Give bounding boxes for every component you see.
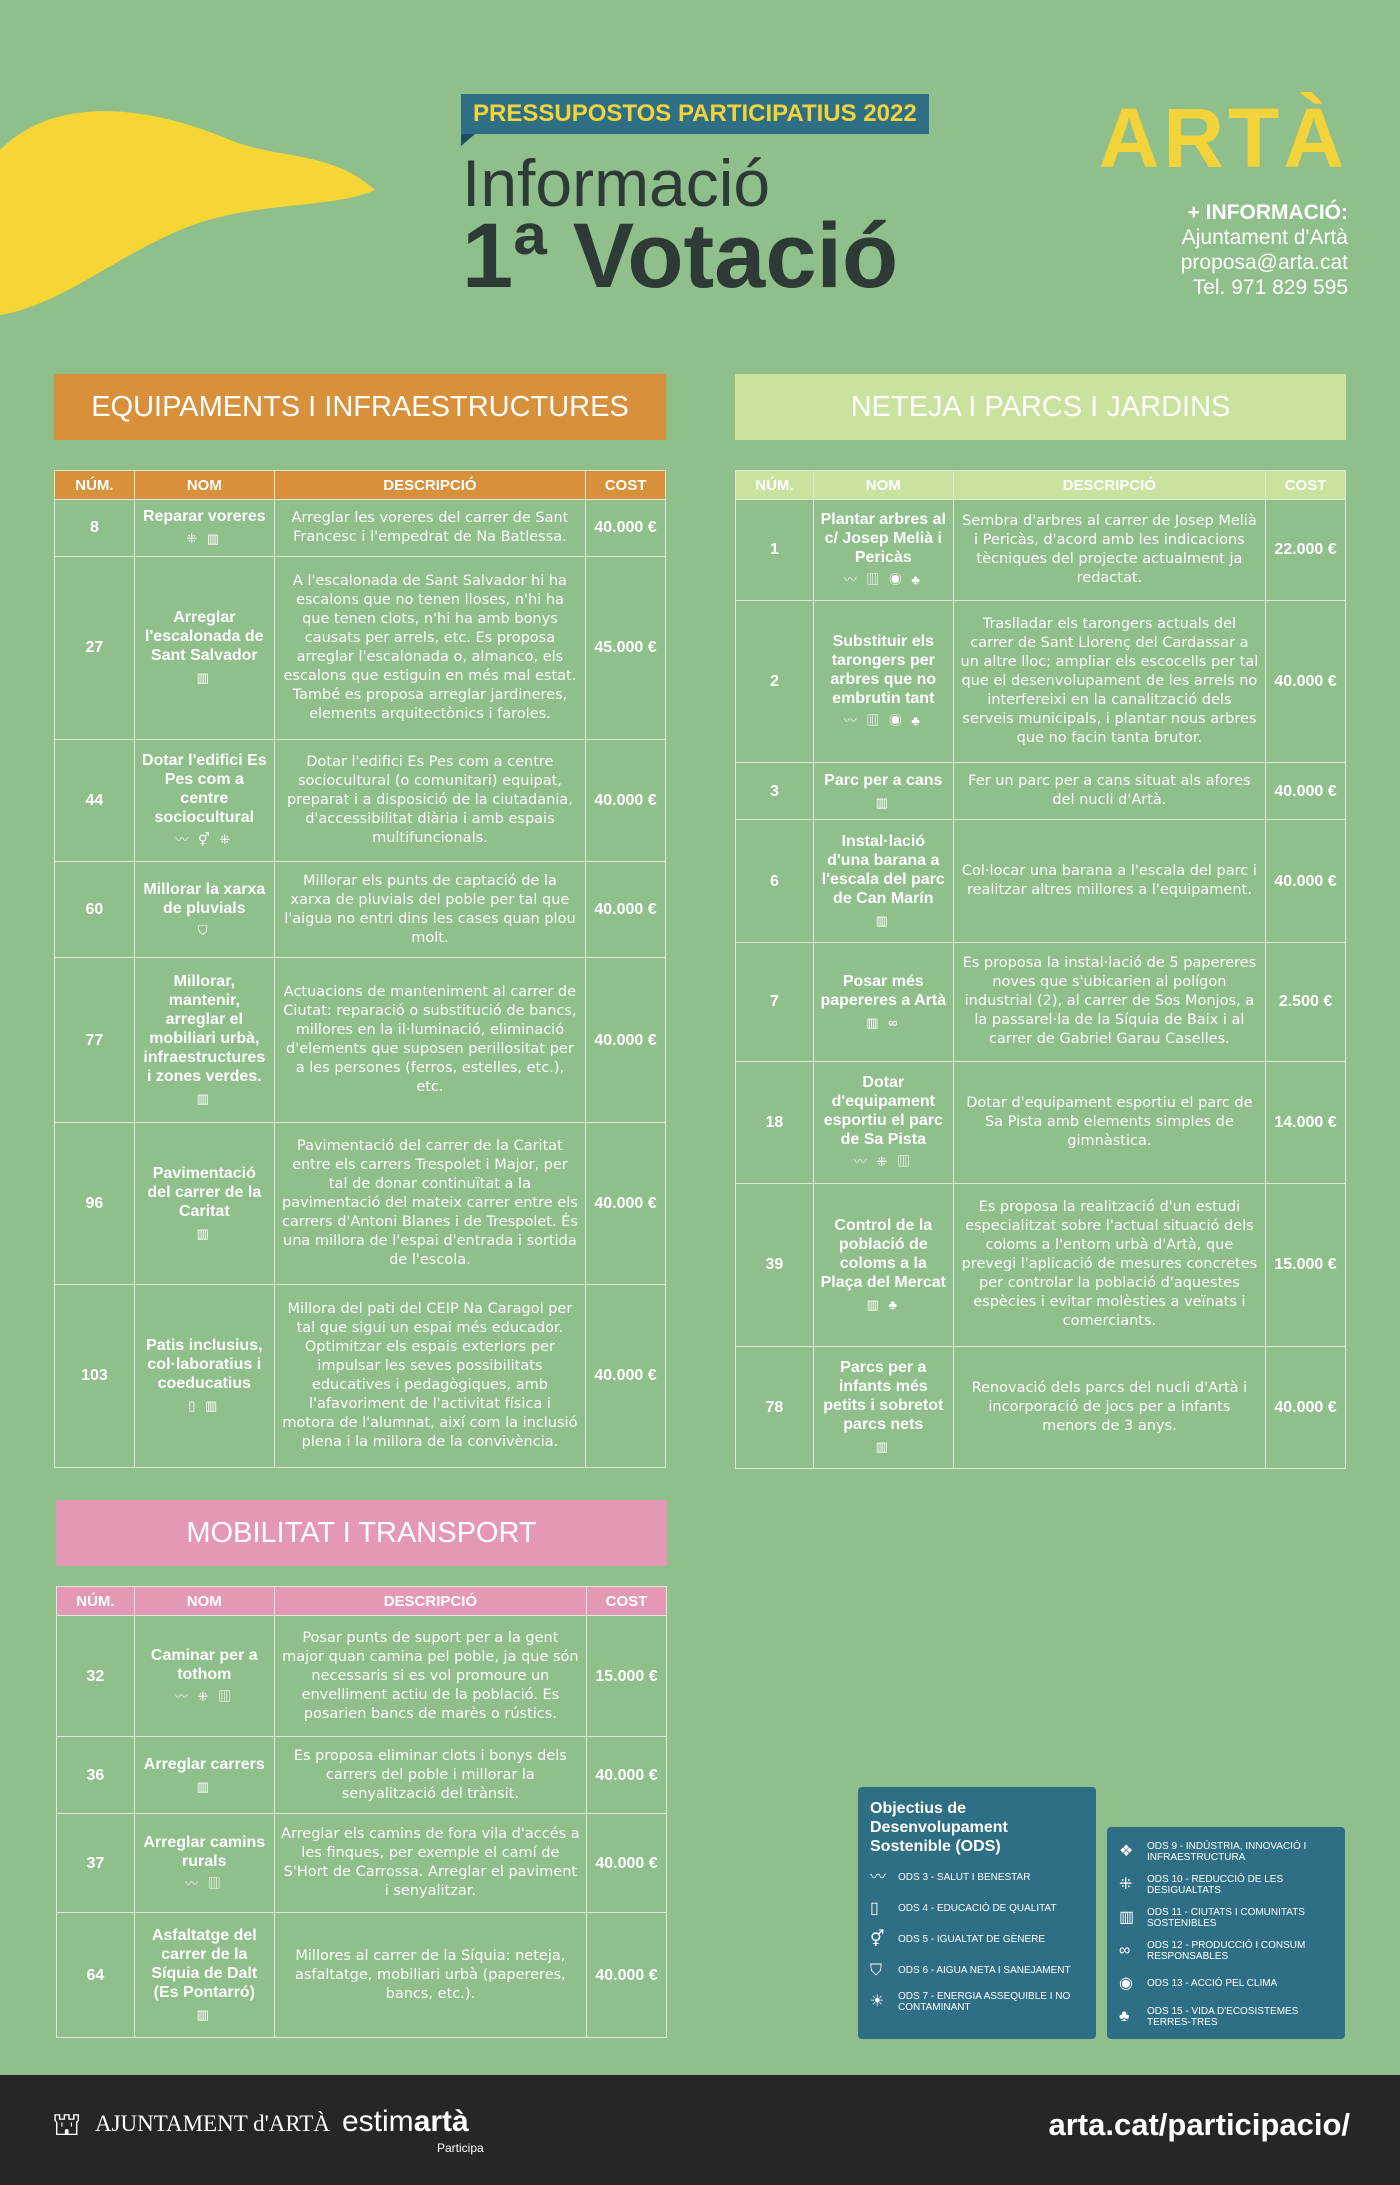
proposal-name-cell xyxy=(134,556,274,739)
ods-icons: ▥ xyxy=(875,1439,891,1455)
ods-icon: 〰 xyxy=(870,1869,887,1886)
col-header-nom: NOM xyxy=(134,471,274,500)
ods-icon: ▯ xyxy=(870,1900,879,1917)
more-info-label: + INFORMACIÓ: xyxy=(1187,201,1348,224)
proposal-cost: 40.000 € xyxy=(1266,1346,1346,1468)
proposal-number: 2 xyxy=(736,600,814,762)
proposal-cost: 40.000 € xyxy=(586,958,666,1123)
ods-label: ODS 5 - IGUALTAT DE GÈNERE xyxy=(898,1934,1046,1945)
proposal-cost: 40.000 € xyxy=(586,1284,666,1467)
proposal-cost: 40.000 € xyxy=(586,1123,666,1285)
proposal-name: Dotar d'equipament esportiu el parc de Sa Pista xyxy=(823,1074,943,1149)
col-header-desc: DESCRIPCIÓ xyxy=(274,1587,586,1616)
proposal-description: Sembra d'arbres al carrer de Josep Melià i Pericàs, d'acord amb les indicacions tècniques del projecte actualment ja redactat. xyxy=(953,500,1265,601)
proposal-name: Control de la població de coloms a la Plaça del Mercat xyxy=(820,1216,946,1291)
ods-icons: 〰 ▥ ◉ ♣ xyxy=(843,572,923,588)
org-name: Ajuntament d'Artà xyxy=(1181,226,1348,249)
proposal-name: Asfaltatge del carrer de la Síquia de Dalt (Es Pontarró) xyxy=(151,1927,258,2002)
ods-label: ODS 4 - EDUCACIÓ DE QUALITAT xyxy=(898,1903,1057,1914)
table-row xyxy=(55,1123,666,1285)
proposal-cost: 14.000 € xyxy=(1266,1061,1346,1183)
ods-icons: ⁜ ▥ xyxy=(186,531,223,547)
proposal-cost: 40.000 € xyxy=(1266,600,1346,762)
proposal-name: Substituir els tarongers per arbres que no embrutin tant xyxy=(830,633,937,708)
footer-bar xyxy=(0,2075,1400,2185)
proposal-cost: 40.000 € xyxy=(1266,763,1346,820)
proposal-description: A l'escalonada de Sant Salvador hi ha escalons que no tenen lloses, n'hi ha que tenen clots, n'hi ha amb bonys causats per arrels, etc. Es proposa arreglar l'escalonada o, almanco, els escalons que estiguin en més mal estat. També es proposa arreglar jardineres, elements arquitectònics i faroles. xyxy=(274,556,585,739)
proposal-name: Arreglar l'escalonada de Sant Salvador xyxy=(145,609,264,665)
estim-text: estim xyxy=(342,2105,414,2138)
proposal-number: 96 xyxy=(55,1123,135,1285)
proposal-description: Posar punts de suport per a la gent major quan camina pel poble, ja que són necessaris si es vol promoure un envelliment actiu de la població. Es posarien bancs de marès o rústics. xyxy=(274,1616,586,1737)
estimarta-logo[interactable] xyxy=(342,2105,469,2139)
ods-label: ODS 15 - VIDA D'ECOSISTEMES TERRES-TRES xyxy=(1147,2005,1299,2028)
ods-legend-left xyxy=(858,1787,1096,2039)
proposal-cost: 15.000 € xyxy=(1266,1184,1346,1346)
ods-icon: ▥ xyxy=(1119,1909,1135,1926)
proposal-number: 60 xyxy=(55,861,135,958)
proposal-name-cell xyxy=(134,1123,274,1285)
ods-icons: 〰 ▥ ◉ ♣ xyxy=(843,713,923,729)
table-row xyxy=(55,556,666,739)
ods-icons: 〰 ⚥ ⁜ xyxy=(175,832,234,848)
ods-legend-item xyxy=(1107,2000,1345,2033)
table-row xyxy=(736,600,1346,762)
proposal-name-cell xyxy=(134,1814,274,1913)
participa-label: Participa xyxy=(437,2141,484,2155)
proposal-name-cell xyxy=(134,1616,274,1737)
proposal-name-cell xyxy=(813,1061,953,1183)
proposal-cost: 22.000 € xyxy=(1266,500,1346,601)
arta-text: artà xyxy=(413,2105,469,2138)
participation-url[interactable]: arta.cat/participacio/ xyxy=(1048,2107,1350,2142)
ods-icons: ▥ xyxy=(196,1226,212,1242)
ods-legend-item xyxy=(858,1986,1096,2017)
proposal-description: Renovació dels parcs del nucli d'Artà i incorporació de jocs per a infants menors de 3 anys. xyxy=(953,1346,1265,1468)
ajuntament-logo[interactable]: AJUNTAMENT d'ARTÀ xyxy=(95,2111,330,2136)
proposal-cost: 40.000 € xyxy=(586,861,666,958)
ods-legend-item xyxy=(858,1862,1096,1893)
proposal-name-cell xyxy=(813,1184,953,1346)
table-equipaments xyxy=(54,470,666,1468)
proposal-number: 32 xyxy=(57,1616,135,1737)
proposal-name: Millorar la xarxa de pluvials xyxy=(143,880,266,917)
proposal-description: Millora del pati del CEIP Na Caragol per tal que sigui un espai més educador. Optimitzar els espais exteriors per impulsar les seves possibilitats educatives i pedagògiques, amb l'afavoriment de l'activitat física i motora de l'alumnat, així com la inclusió plena i la millora de la convivència. xyxy=(274,1284,585,1467)
proposal-description: Traslladar els tarongers actuals del carrer de Sant Llorenç del Cardassar a un altre lloc; ampliar els escocells per tal que el desenvolupament de les arrels no interfereixi en la canalització dels serveis municipals, i plantar nous arbres que no facin tanta brutor. xyxy=(953,600,1265,762)
proposal-name-cell xyxy=(134,500,274,557)
ods-icon: ∞ xyxy=(1119,1942,1131,1959)
proposal-number: 37 xyxy=(57,1814,135,1913)
ods-icons: 〰 ▥ xyxy=(184,1876,224,1892)
section-header-neteja: NETEJA I PARCS I JARDINS xyxy=(735,374,1346,440)
ods-legend-right xyxy=(1107,1827,1345,2039)
ods-legend-item xyxy=(858,1893,1096,1924)
proposal-name: Parcs per a infants més petits i sobretot parcs nets xyxy=(823,1359,944,1434)
table-row xyxy=(736,763,1346,820)
proposal-description: Dotar d'equipament esportiu el parc de Sa Pista amb elements simples de gimnàstica. xyxy=(953,1061,1265,1183)
proposal-description: Fer un parc per a cans situat als afores del nucli d'Artà. xyxy=(953,763,1265,820)
proposal-number: 78 xyxy=(736,1346,814,1468)
section-header-mobilitat: MOBILITAT I TRANSPORT xyxy=(56,1500,667,1566)
ods-legend-item xyxy=(1107,1835,1345,1868)
proposal-name-cell xyxy=(134,1284,274,1467)
col-header-num: NÚM. xyxy=(57,1587,135,1616)
proposal-name-cell xyxy=(134,958,274,1123)
ods-icon: ⁜ xyxy=(1119,1876,1133,1893)
ods-icon: ⚥ xyxy=(870,1931,885,1948)
proposal-number: 103 xyxy=(55,1284,135,1467)
ods-legend-item xyxy=(858,1955,1096,1986)
proposal-cost: 40.000 € xyxy=(587,1913,667,2038)
ods-icons: ⛉ xyxy=(197,922,211,938)
table-row xyxy=(736,1061,1346,1183)
proposal-name: Patis inclusius, col·laboratius i coeducatius xyxy=(146,1337,263,1393)
ods-label: ODS 13 - ACCIÓ PEL CLIMA xyxy=(1147,1978,1278,1989)
ods-legend-item xyxy=(1107,1901,1345,1934)
ods-icon: ❖ xyxy=(1119,1843,1134,1860)
proposal-number: 6 xyxy=(736,820,814,942)
proposal-description: Col·locar una barana a l'escala del parc i realitzar altres millores a l'equipament. xyxy=(953,820,1265,942)
ods-label: ODS 6 - AIGUA NETA I SANEJAMENT xyxy=(898,1965,1071,1976)
proposal-name: Millorar, mantenir, arreglar el mobiliari urbà, infraestructures i zones verdes. xyxy=(143,973,266,1086)
table-row xyxy=(55,500,666,557)
proposal-name: Parc per a cans xyxy=(824,771,943,789)
ods-label: ODS 10 - REDUCCIÓ DE LES DESIGUALTATS xyxy=(1147,1873,1284,1896)
proposal-name-cell xyxy=(813,1346,953,1468)
proposal-name-cell xyxy=(134,739,274,861)
table-row xyxy=(55,861,666,958)
table-row xyxy=(736,820,1346,942)
kicker-tail xyxy=(461,134,475,146)
ods-legend-title: Objectius de Desenvolupament Sostenible (ODS) xyxy=(870,1800,1008,1855)
proposal-name-cell xyxy=(134,1737,274,1814)
ods-icons: 〰 ⁜ ▥ xyxy=(853,1154,913,1170)
proposal-cost: 40.000 € xyxy=(1266,820,1346,942)
ods-icons: ▥ xyxy=(875,794,891,810)
table-row xyxy=(736,500,1346,601)
proposal-cost: 15.000 € xyxy=(587,1616,667,1737)
proposal-name-cell xyxy=(813,820,953,942)
phone-number[interactable]: Tel. 971 829 595 xyxy=(1192,276,1348,299)
table-row xyxy=(55,958,666,1123)
table-row xyxy=(57,1737,667,1814)
ods-icons: ▥ xyxy=(196,1091,212,1107)
ods-icon: ☀ xyxy=(870,1993,885,2010)
ods-legend-item xyxy=(1107,1868,1345,1901)
proposal-description: Actuacions de manteniment al carrer de Ciutat: reparació o substitució de bancs, millores en la il·luminació, eliminació d'elements que suposen perillositat per a les persones (ferros, estelles, etc.), etc. xyxy=(274,958,585,1123)
ods-icons: ▥ xyxy=(875,913,891,929)
ods-label: ODS 7 - ENERGIA ASSEQUIBLE I NO CONTAMINANT xyxy=(898,1990,1071,2013)
table-neteja xyxy=(735,470,1346,1469)
proposal-description: Millores al carrer de la Síquia: neteja, asfaltatge, mobiliari urbà (papereres, bancs, etc.). xyxy=(274,1913,586,2038)
proposal-name: Reparar voreres xyxy=(142,508,266,526)
proposal-cost: 45.000 € xyxy=(586,556,666,739)
proposal-number: 7 xyxy=(736,942,814,1061)
col-header-nom: NOM xyxy=(813,471,953,500)
ods-icons: ▯ ▥ xyxy=(188,1398,221,1414)
proposal-name: Dotar l'edifici Es Pes com a centre sociocultural xyxy=(141,752,267,827)
table-row xyxy=(736,942,1346,1061)
proposal-description: Arreglar les voreres del carrer de Sant Francesc i l'empedrat de Na Batlessa. xyxy=(274,500,585,557)
proposal-name: Posar més papereres a Artà xyxy=(820,972,947,1009)
proposal-number: 77 xyxy=(55,958,135,1123)
email-link[interactable]: proposa@arta.cat xyxy=(1180,251,1348,274)
proposal-name: Caminar per a tothom xyxy=(150,1647,258,1684)
proposal-cost: 40.000 € xyxy=(586,500,666,557)
ods-label: ODS 11 - CIUTATS I COMUNITATS SOSTENIBLES xyxy=(1147,1906,1305,1929)
table-row xyxy=(57,1913,667,2038)
proposal-description: Es proposa eliminar clots i bonys dels carrers del poble i millorar la senyalització del trànsit. xyxy=(274,1737,586,1814)
ods-icons: 〰 ⁜ ▥ xyxy=(174,1689,234,1705)
proposal-number: 36 xyxy=(57,1737,135,1814)
proposal-name-cell xyxy=(813,600,953,762)
table-mobilitat xyxy=(56,1586,667,2038)
proposal-description: Pavimentació del carrer de la Caritat entre els carrers Trespolet i Major, per tal de donar continuïtat a la pavimentació del mateix carrer entre els carrers d'Antoni Blanes i de Trespolet. És una millora de l'espai d'entrada i sortida de l'escola. xyxy=(274,1123,585,1285)
proposal-number: 3 xyxy=(736,763,814,820)
yellow-wave-decoration xyxy=(0,90,380,320)
proposal-name: Pavimentació del carrer de la Caritat xyxy=(147,1165,262,1221)
proposal-number: 39 xyxy=(736,1184,814,1346)
table-row xyxy=(55,1284,666,1467)
proposal-name: Arreglar carrers xyxy=(143,1755,265,1773)
table-row xyxy=(736,1346,1346,1468)
proposal-cost: 2.500 € xyxy=(1266,942,1346,1061)
proposal-number: 18 xyxy=(736,1061,814,1183)
proposal-name-cell xyxy=(813,500,953,601)
table-row xyxy=(57,1814,667,1913)
col-header-num: NÚM. xyxy=(736,471,814,500)
ods-icons: ▥ xyxy=(196,1778,212,1794)
proposal-description: Es proposa la realització d'un estudi especialitzat sobre l'actual situació dels coloms a l'entorn urbà d'Artà, que prevegi l'aplicació de mesures concretes per controlar la població d'aquestes espècies i evitar molèsties a veïnats i comerciants. xyxy=(953,1184,1265,1346)
proposal-cost: 40.000 € xyxy=(587,1737,667,1814)
ods-label: ODS 3 - SALUT I BENESTAR xyxy=(898,1872,1031,1883)
col-header-cost: COST xyxy=(587,1587,667,1616)
col-header-nom: NOM xyxy=(134,1587,274,1616)
col-header-num: NÚM. xyxy=(55,471,135,500)
proposal-number: 27 xyxy=(55,556,135,739)
ods-legend-item xyxy=(1107,1967,1345,2000)
col-header-cost: COST xyxy=(586,471,666,500)
proposal-name: Instal·lació d'una barana a l'escala del parc de Can Marín xyxy=(821,833,945,908)
page-title-line1: Informació xyxy=(462,146,771,220)
col-header-desc: DESCRIPCIÓ xyxy=(274,471,585,500)
town-hall-icon: ⛫ xyxy=(52,2105,82,2143)
ods-icon: ♣ xyxy=(1119,2008,1130,2025)
table-row xyxy=(57,1616,667,1737)
ods-icons: ▥ ♣ xyxy=(866,1296,900,1312)
proposal-name-cell xyxy=(134,1913,274,2038)
budget-kicker: PRESSUPOSTOS PARTICIPATIUS 2022 xyxy=(461,94,929,134)
table-row xyxy=(55,739,666,861)
ods-icons: ▥ ∞ xyxy=(866,1014,901,1030)
proposal-number: 64 xyxy=(57,1913,135,2038)
ods-legend-item xyxy=(1107,1934,1345,1967)
arta-brand: ARTÀ xyxy=(1098,91,1348,185)
ods-legend-item xyxy=(858,1924,1096,1955)
col-header-desc: DESCRIPCIÓ xyxy=(953,471,1265,500)
proposal-name: Plantar arbres al c/ Josep Melià i Pericàs xyxy=(820,511,946,567)
ods-label: ODS 12 - PRODUCCIÓ I CONSUM RESPONSABLES xyxy=(1147,1939,1306,1962)
proposal-description: Arreglar els camins de fora vila d'accés a les finques, per exemple el camí de S'Hort de Carrossa. Arreglar el paviment i senyalitzar. xyxy=(274,1814,586,1913)
proposal-description: Dotar l'edifici Es Pes com a centre sociocultural (o comunitari) equipat, preparat i a disposició de la ciutadania, d'accessibilitat diària i amb espais multifuncionals. xyxy=(274,739,585,861)
proposal-name-cell xyxy=(813,763,953,820)
proposal-number: 1 xyxy=(736,500,814,601)
table-row xyxy=(736,1184,1346,1346)
proposal-number: 8 xyxy=(55,500,135,557)
proposal-description: Millorar els punts de captació de la xarxa de pluvials del poble per tal que l'aigua no entri dins les cases quan plou molt. xyxy=(274,861,585,958)
proposal-name-cell xyxy=(813,942,953,1061)
page-title-line2: 1ª Votació xyxy=(462,205,899,307)
contact-info xyxy=(1181,200,1348,300)
proposal-name-cell xyxy=(134,861,274,958)
col-header-cost: COST xyxy=(1266,471,1346,500)
proposal-description: Es proposa la instal·lació de 5 papereres noves que s'ubicarien al polígon industrial (2), al carrer de Sos Monjos, a la passarel·la de la Síquia de Baix i al carrer de Gabriel Garau Caselles. xyxy=(953,942,1265,1061)
ods-icons: ▥ xyxy=(196,2007,212,2023)
ods-icon: ◉ xyxy=(1119,1975,1133,1992)
proposal-cost: 40.000 € xyxy=(586,739,666,861)
ods-icon: ⛉ xyxy=(870,1962,883,1979)
proposal-cost: 40.000 € xyxy=(587,1814,667,1913)
section-header-equipaments: EQUIPAMENTS I INFRAESTRUCTURES xyxy=(54,374,666,440)
proposal-name: Arreglar camins rurals xyxy=(143,1834,266,1871)
ods-icons: ▥ xyxy=(196,670,212,686)
proposal-number: 44 xyxy=(55,739,135,861)
ods-label: ODS 9 - INDÚSTRIA, INNOVACIÓ I INFRAESTRUCTURA xyxy=(1147,1840,1307,1863)
